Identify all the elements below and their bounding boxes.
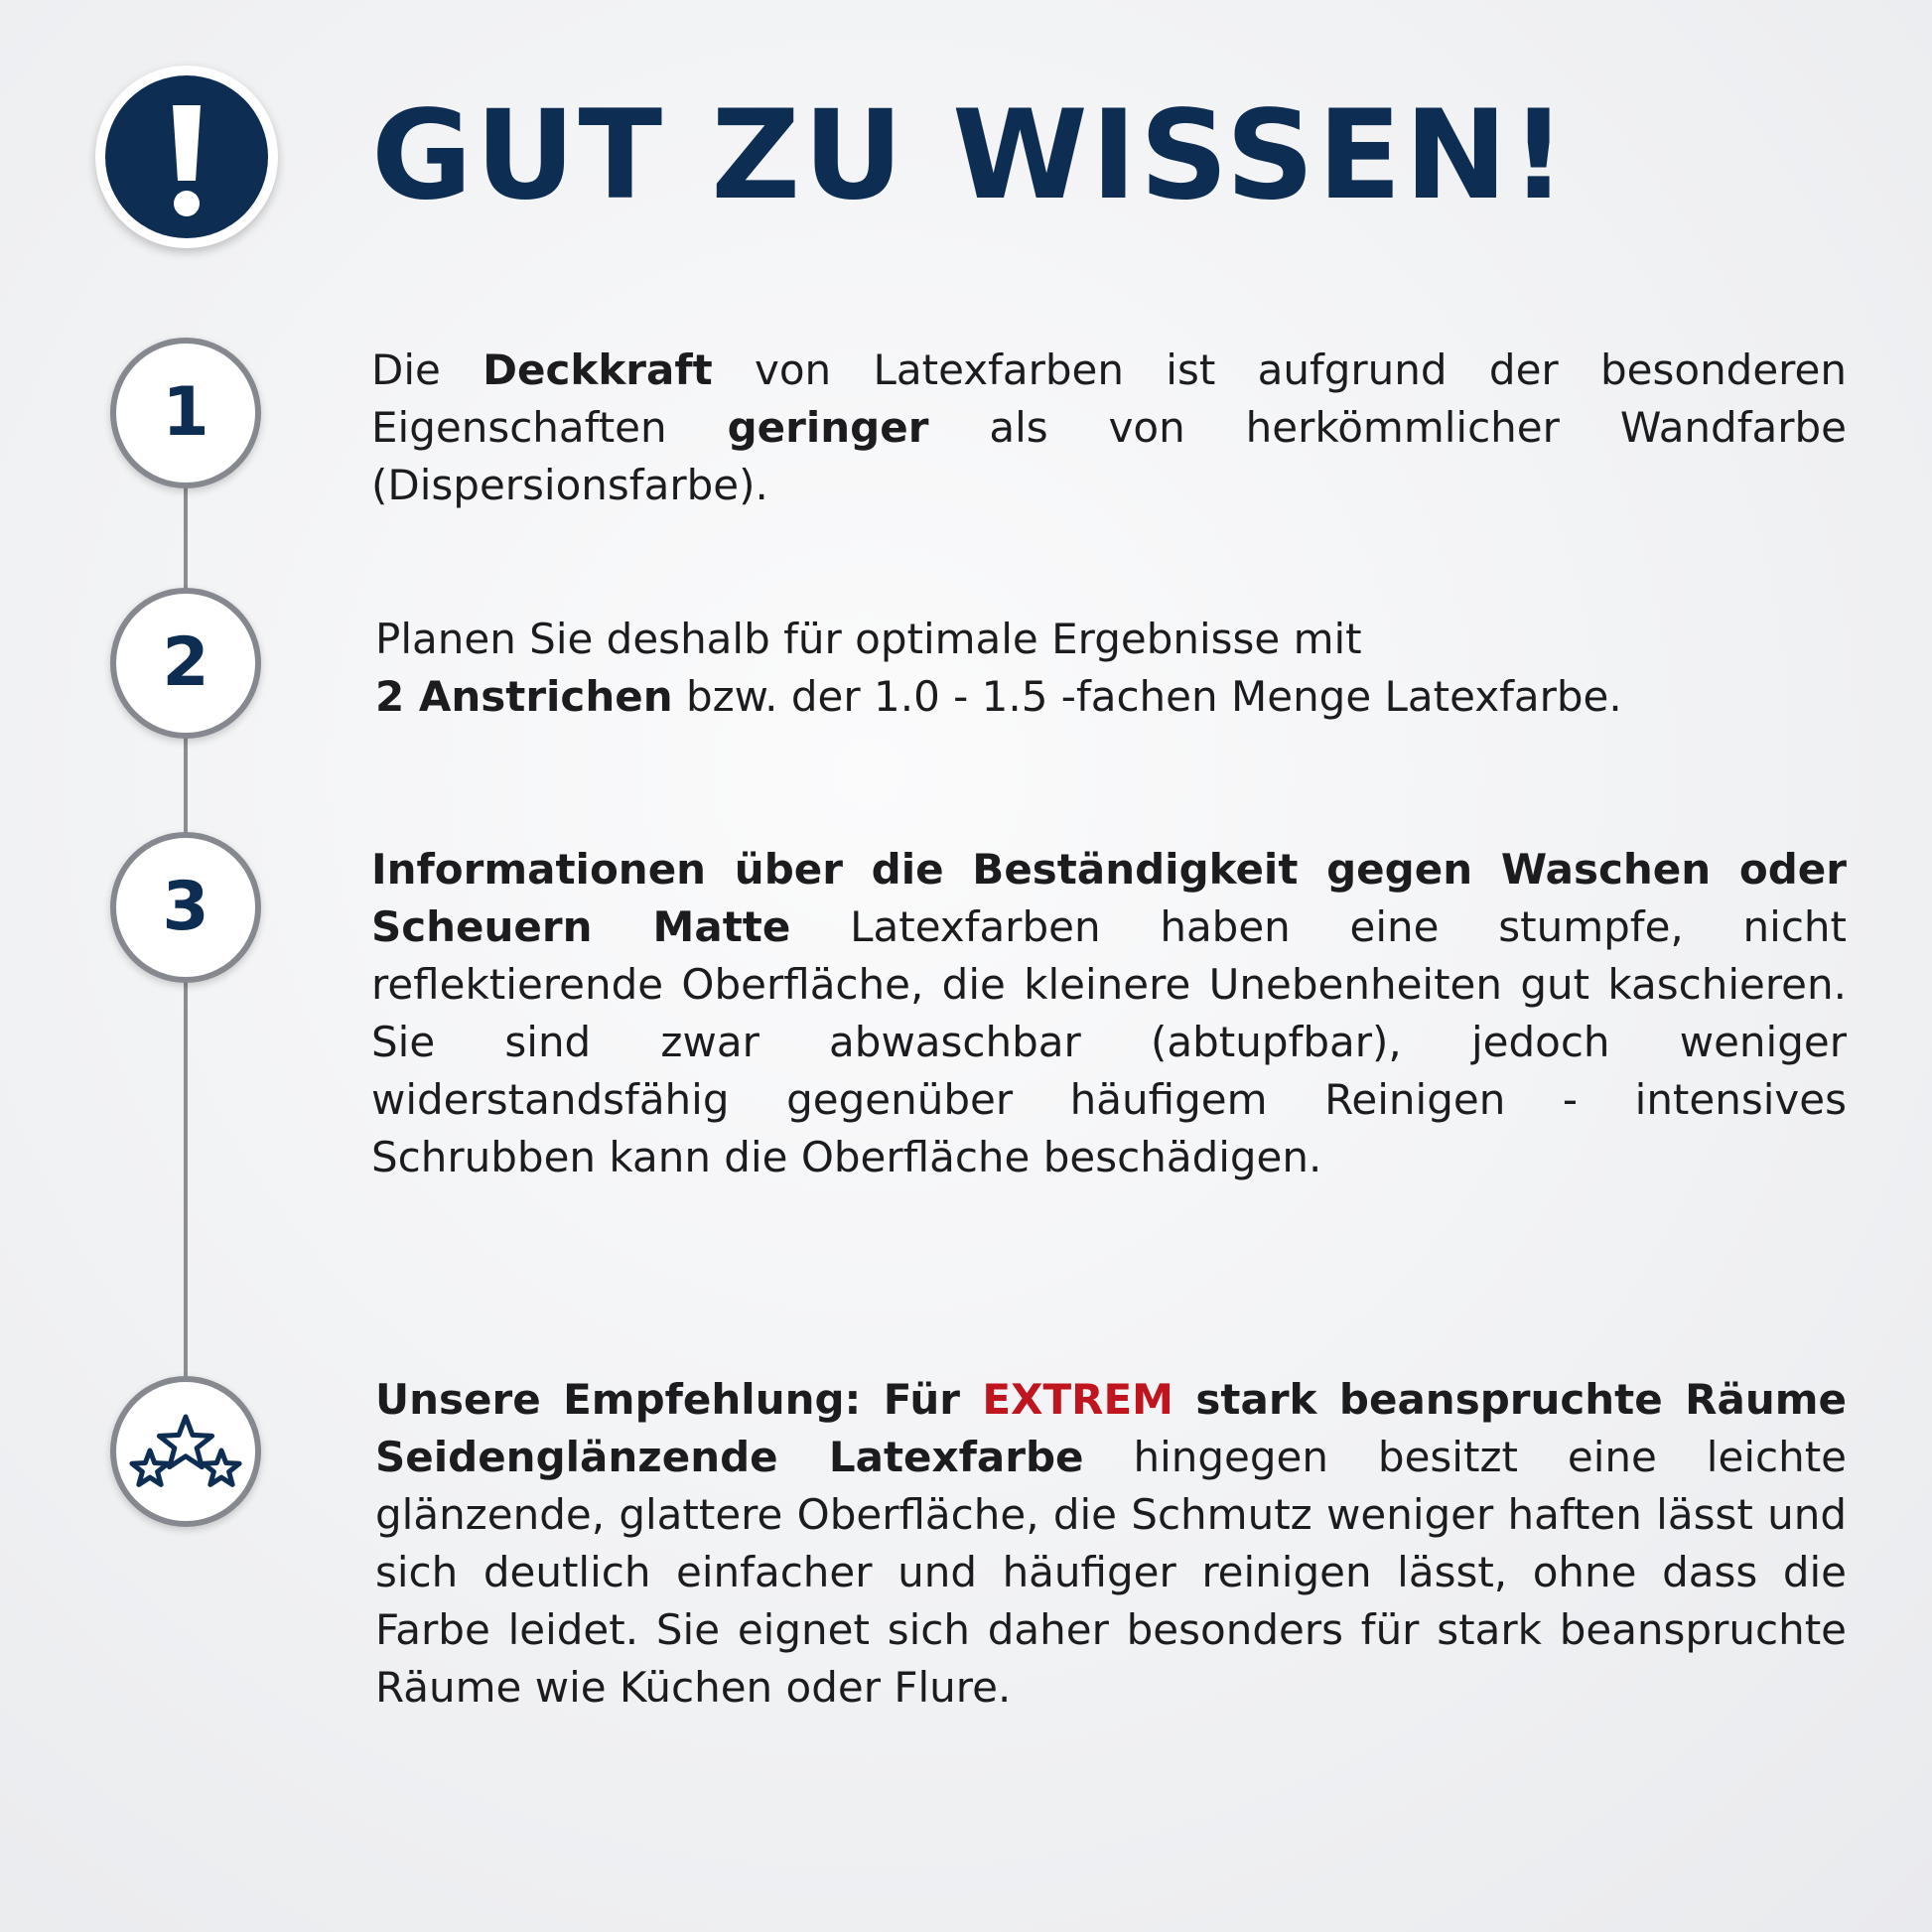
step-2-text (375, 611, 1851, 726)
step-2-seg-0: Planen Sie deshalb für optimale Ergebnisse mit (375, 615, 1362, 663)
exclamation-icon (95, 66, 278, 248)
recommendation-seg-0: Unsere Empfehlung: Für (375, 1375, 983, 1424)
step-number-2: 2 (162, 623, 209, 702)
recommendation-seg-2: stark beanspruchte Räume Seidenglänzende Latexfarbe (375, 1375, 1847, 1481)
step-1-seg-0: Die (371, 345, 483, 394)
recommendation-seg-3: hingegen besitzt eine leichte glänzende, glattere Oberfläche, die Schmutz weniger haften lässt und sich deutlich einfacher und häufiger reinigen lässt, ohne dass die Farbe leidet. Sie eignet sich daher besonders für stark beanspruchte Räume wie Küchen oder Flure. (375, 1433, 1848, 1712)
step-1-text (371, 342, 1847, 514)
step-1-seg-1: Deckkraft (483, 345, 713, 394)
page-title: GUT ZU WISSEN! (371, 84, 1570, 227)
recommendation-badge (110, 1376, 261, 1527)
recommendation-text (375, 1371, 1847, 1717)
step-3-seg-0: Informationen über die Beständigkeit gegen Waschen oder Scheuern Matte (371, 845, 1847, 951)
step-2-seg-1: 2 Anstrichen (375, 672, 673, 721)
step-1-seg-3: geringer (727, 403, 929, 452)
step-3-text (371, 841, 1847, 1186)
step-1-seg-2: von Latexfarben ist aufgrund der besonderen Eigenschaften (371, 345, 1847, 452)
step-number-3: 3 (162, 868, 209, 946)
recommendation-highlight: EXTREM (982, 1375, 1173, 1424)
step-badge-1 (110, 338, 261, 488)
step-2-seg-2: bzw. der 1.0 - 1.5 -fachen Menge Latexfarbe. (672, 672, 1622, 721)
alert-badge (95, 66, 278, 248)
step-1-seg-4: als von herkömmlicher Wandfarbe (Dispersionsfarbe). (371, 403, 1847, 509)
step-badge-2 (110, 588, 261, 739)
step-badge-3 (110, 832, 261, 983)
step-3-seg-1: Latexfarben haben eine stumpfe, nicht reflektierende Oberfläche, die kleinere Unebenheiten gut kaschieren. Sie sind zwar abwaschbar (abtupfbar), jedoch weniger widerstandsfähig gegenüber häufigem Reinigen - intensives Schrubben kann die Oberfläche beschädigen. (371, 902, 1848, 1181)
three-stars-icon (124, 1409, 247, 1494)
step-number-1: 1 (162, 373, 209, 452)
